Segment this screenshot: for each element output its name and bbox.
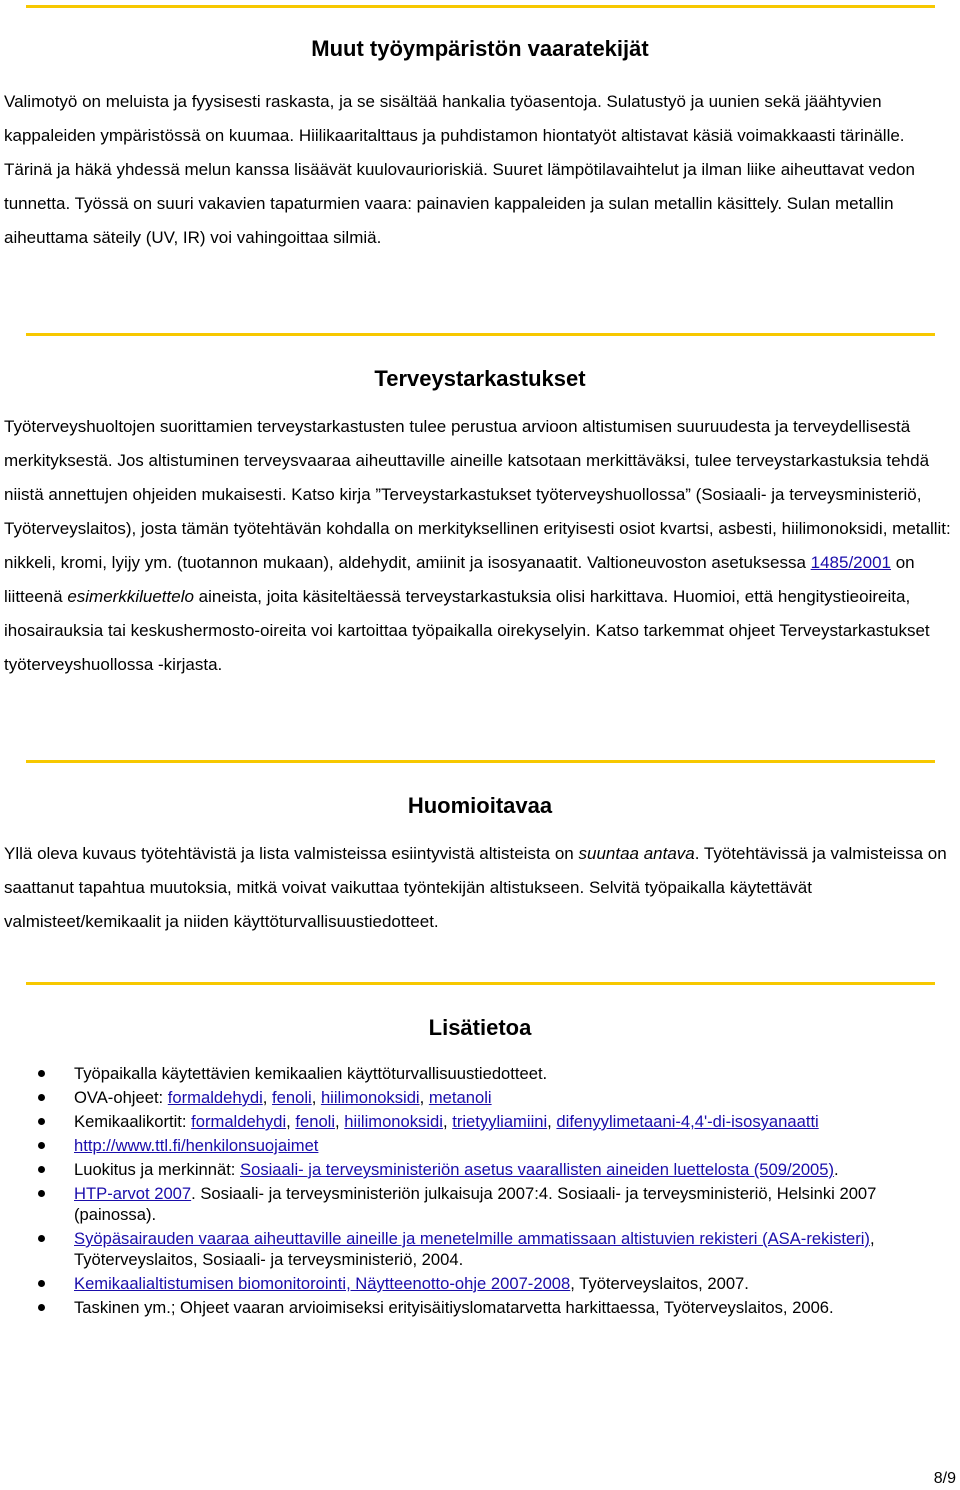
- bullet-icon: [38, 1280, 45, 1287]
- link-card-mdi[interactable]: difenyylimetaani-4,4'-di-isosyanaatti: [556, 1112, 819, 1131]
- bullet-icon: [38, 1304, 45, 1311]
- more-info-list: [0, 1063, 960, 1321]
- bullet-icon: [38, 1070, 45, 1077]
- bullet-icon: [38, 1166, 45, 1173]
- list-item: HTP-arvot 2007. Sosiaali- ja terveysministeriön julkaisuja 2007:4. Sosiaali- ja terveysministeriö, Helsinki 2007 (painossa).: [0, 1183, 960, 1225]
- link-ova-metanoli[interactable]: metanoli: [428, 1088, 492, 1107]
- link-decree-1485-2001[interactable]: 1485/2001: [810, 553, 891, 572]
- heading-notes: Huomioitavaa: [407, 793, 553, 818]
- paragraph-notes: Yllä oleva kuvaus työtehtävistä ja lista valmisteissa esiintyvistä altisteista on suuntaa antava. Työtehtävissä ja valmisteissa on saattanut tapahtua muutoksia, mitkä voivat vaikuttaa työntekijän altistukseen. Selvitä työpaikalla käytettävät valmisteet/kemikaalit ja niiden käyttöturvallisuustiedotteet.: [4, 844, 947, 931]
- link-htp-arvot-2007[interactable]: HTP-arvot 2007: [74, 1184, 192, 1203]
- link-card-fenoli[interactable]: fenoli: [295, 1112, 336, 1131]
- list-item: Kemikaalialtistumisen biomonitorointi, Näytteenotto-ohje 2007-2008, Työterveyslaitos, 2007.: [0, 1273, 960, 1294]
- top-divider: [26, 5, 935, 8]
- link-ova-fenoli[interactable]: fenoli: [272, 1088, 312, 1107]
- link-ova-formaldehydi[interactable]: formaldehydi: [167, 1088, 263, 1107]
- list-item: OVA-ohjeet: formaldehydi, fenoli, hiilimonoksidi, metanoli: [0, 1087, 960, 1108]
- list-item: Työpaikalla käytettävien kemikaalien käyttöturvallisuustiedotteet.: [0, 1063, 960, 1084]
- link-ova-hiilimonoksidi[interactable]: hiilimonoksidi: [320, 1088, 420, 1107]
- bullet-icon: [38, 1190, 45, 1197]
- link-card-hiilimonoksidi[interactable]: hiilimonoksidi: [344, 1112, 443, 1131]
- list-item: Kemikaalikortit: formaldehydi, fenoli, hiilimonoksidi, trietyyliamiini, difenyylimetaani-4,4'-di-isosyanaatti: [0, 1111, 960, 1132]
- list-item: Luokitus ja merkinnät: Sosiaali- ja terveysministeriön asetus vaarallisten aineiden luettelosta (509/2005).: [0, 1159, 960, 1180]
- link-asa-rekisteri[interactable]: Syöpäsairauden vaaraa aiheuttaville aineille ja menetelmille ammatissaan altistuvien rekisteri (ASA-rekisteri): [74, 1229, 870, 1248]
- link-stm-decree-509-2005[interactable]: Sosiaali- ja terveysministeriön asetus vaarallisten aineiden luettelosta (509/2005): [240, 1160, 835, 1179]
- divider-more-info: [26, 982, 935, 985]
- bullet-icon: [38, 1142, 45, 1149]
- link-ttl-henkilonsuojaimet[interactable]: http://www.ttl.fi/henkilonsuojaimet: [74, 1136, 319, 1155]
- heading-health-checks: Terveystarkastukset: [374, 366, 586, 391]
- link-card-formaldehydi[interactable]: formaldehydi: [191, 1112, 287, 1131]
- list-item: Taskinen ym.; Ohjeet vaaran arvioimiseksi erityisäitiyslomatarvetta harkittaessa, Työterveyslaitos, 2006.: [0, 1297, 960, 1318]
- bullet-icon: [38, 1094, 45, 1101]
- list-item: Syöpäsairauden vaaraa aiheuttaville aineille ja menetelmille ammatissaan altistuvien rekisteri (ASA-rekisteri), Työterveyslaitos, Sosiaali- ja terveysministeriö, 2004.: [0, 1228, 960, 1270]
- link-card-trietyyliamiini[interactable]: trietyyliamiini: [452, 1112, 548, 1131]
- bullet-icon: [38, 1118, 45, 1125]
- page-number: 8/9: [933, 1470, 956, 1487]
- list-item: [0, 1135, 960, 1156]
- divider-health-checks: [26, 333, 935, 336]
- paragraph-health-checks: Työterveyshuoltojen suorittamien terveystarkastusten tulee perustua arvioon altistumisen suuruudesta ja terveydellisestä merkityksestä. Jos altistuminen terveysvaaraa aiheuttaville aineille katsotaan merkittäväksi, tulee terveystarkastuksia tehdä niistä annettujen ohjeiden mukaisesti. Katso kirja ”Terveystarkastukset työterveyshuollossa” (Sosiaali- ja terveysministeriö, Työterveyslaitos), josta tämän työtehtävän kohdalla on merkityksellinen erityisesti osiot kvartsi, asbesti, hiilimonoksidi, metallit: nikkeli, kromi, lyijy ym. (tuotannon mukaan), aldehydit, amiinit ja isosyanaatit. Valtioneuvoston asetuksessa 1485/2001 on liitteenä esimerkkiluettelo aineista, joita käsiteltäessä terveystarkastuksia olisi harkittava. Huomioi, että hengitystieoireita, ihosairauksia tai keskushermosto-oireita voi kartoittaa työpaikalla oirekyselyin. Katso tarkemmat ohjeet Terveystarkastukset työterveyshuollossa -kirjasta.: [4, 417, 951, 674]
- heading-hazards: Muut työympäristön vaaratekijät: [311, 36, 649, 61]
- divider-notes: [26, 760, 935, 763]
- bullet-icon: [38, 1235, 45, 1242]
- paragraph-hazards: Valimotyö on meluista ja fyysisesti raskasta, ja se sisältää hankalia työasentoja. Sulatustyö ja uunien sekä jäähtyvien kappaleiden ympäristössä on kuumaa. Hiilikaaritalttaus ja puhdistamon hiontatyöt altistavat käsiä voimakkaasti tärinälle. Tärinä ja häkä yhdessä melun kanssa lisäävät kuulovaurioriskiä. Suuret lämpötilavaihtelut ja ilman liike aiheuttavat vedon tunnetta. Työssä on suuri vakavien tapaturmien vaara: painavien kappaleiden ja sulan metallin käsittely. Sulan metallin aiheuttama säteily (UV, IR) voi vahingoittaa silmiä.: [4, 92, 915, 247]
- heading-more-info: Lisätietoa: [428, 1015, 532, 1040]
- link-biomonitorointi[interactable]: Kemikaalialtistumisen biomonitorointi, Näytteenotto-ohje 2007-2008: [74, 1274, 571, 1293]
